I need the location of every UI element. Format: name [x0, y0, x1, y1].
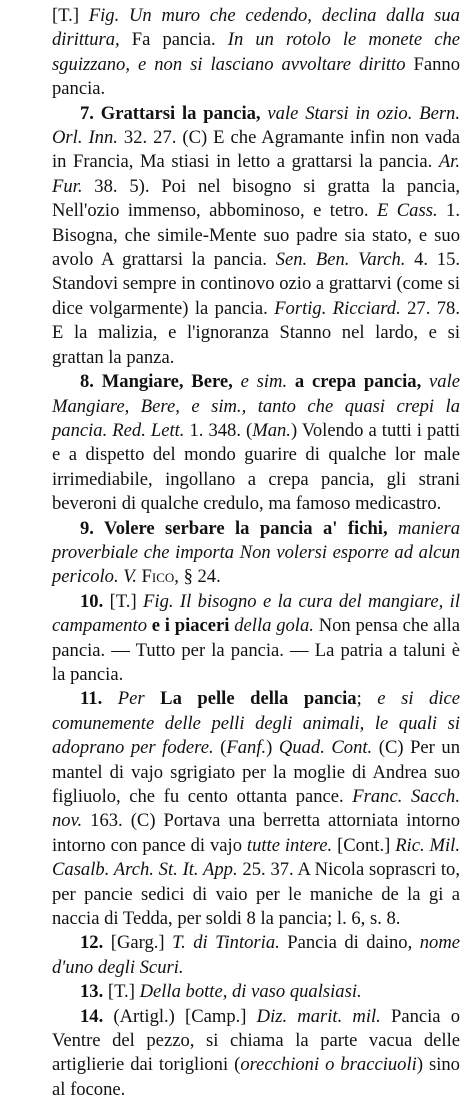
- entry-text-segment: 14.: [80, 1005, 114, 1027]
- entry-text-segment: Fanf.: [226, 737, 267, 759]
- entry-text-segment: Per: [117, 688, 145, 710]
- entry-text-segment: Fa pancia.: [119, 29, 228, 51]
- entry-11: [52, 687, 460, 931]
- entry-text-segment: E Cass.: [376, 200, 438, 222]
- entry-text-segment: della gola.: [229, 615, 314, 637]
- entry-10: [52, 590, 460, 688]
- entry-text-segment: 1. Bisogna, che simile-Mente suo padre sia stato, e suo avolo A grattarsi la pancia.: [52, 200, 461, 271]
- entry-text-segment: vale Mangiare, Bere, e sim., tanto che quasi crepi la pancia. Red. Lett.: [52, 371, 461, 441]
- entry-text-segment: 13.: [80, 981, 108, 1003]
- entry-6-continuation: [52, 4, 460, 102]
- entry-13: [52, 980, 460, 1004]
- entry-text-segment: 163. (C) Portava una berretta attorniata intorno intorno con pance di vajo: [52, 810, 460, 856]
- entry-text-segment: Fanno pancia.: [52, 53, 460, 100]
- entry-text-segment: vale Starsi in ozio. Bern. Orl. Inn.: [52, 102, 460, 149]
- entry-text-segment: a crepa pancia,: [287, 371, 422, 393]
- entry-text-segment: 32. 27. (C) E che Agramante infin non vada in Francia, Ma stiasi in letto a grattarsi la pancia.: [52, 127, 461, 173]
- entry-text-segment: Ric. Mil. Casalb. Arch. St. It. App.: [52, 834, 460, 881]
- entry-text-segment: 7. Grattarsi la pancia,: [80, 102, 261, 124]
- entry-text-segment: 12.: [80, 932, 111, 954]
- entry-text-segment: e si dice comunemente delle pelli degli animali, le quali si adoprano per fodere.: [52, 688, 460, 759]
- entry-text-segment: Ar. Fur.: [52, 151, 460, 197]
- entry-text-segment: Fortig. Ricciard.: [274, 297, 401, 319]
- entry-text-segment: 9. Volere serbare la pancia a' fichi,: [80, 517, 388, 539]
- entry-text-segment: 4. 15. Standovi sempre in continovo ozio a grattarvi (come si dice volgarmente) la pancia.: [52, 249, 461, 319]
- entry-text-segment: [Garg.]: [110, 932, 173, 954]
- entry-text-segment: 10.: [80, 590, 110, 612]
- entry-text-segment: La pelle della pancia: [144, 688, 357, 710]
- entry-text-segment: ): [266, 737, 279, 759]
- entry-text-segment: [T.]: [107, 981, 140, 1003]
- entry-text-segment: Pancia o Ventre del pezzo, si chiama la parte vacua delle artiglierie dai toriglioni (: [52, 1005, 461, 1076]
- entry-text-segment: Fig. Il bisogno e la cura del mangiare, il campamento: [52, 590, 460, 637]
- entry-text-segment: maniera proverbiale che importa Non volersi esporre ad alcun pericolo. V.: [52, 517, 460, 588]
- entry-text-segment: Diz. marit. mil.: [256, 1005, 381, 1027]
- entry-text-segment: Franc. Sacch. nov.: [52, 786, 460, 832]
- entry-text-segment: ) sino al focone.: [52, 1054, 460, 1100]
- entry-9: [52, 517, 460, 590]
- entry-text-segment: 11.: [80, 688, 118, 710]
- entry-text-segment: e sim.: [232, 371, 288, 393]
- entry-text-segment: ;: [356, 688, 378, 710]
- entry-8: [52, 370, 460, 516]
- entry-text-segment: 1. 348. (: [184, 419, 253, 441]
- entry-text-segment: Non pensa che alla pancia. — Tutto per la pancia. — La patria a taluni è la pancia.: [52, 615, 461, 685]
- entry-text-segment: Man.: [252, 419, 291, 441]
- entry-text-segment: [Cont.]: [332, 834, 396, 856]
- entry-text-segment: In un rotolo le monete che sguizzano, e non si lasciano avvoltare diritto: [52, 29, 460, 75]
- entry-text-segment: ) Volendo a tutti i patti e a dispetto del mondo guarire di qualche lor male irrimediabile, ingollano a crepa pancia, gli strani beveroni di qualche credulo, ma famoso medicastro.: [52, 419, 461, 515]
- entry-text-segment: 8. Mangiare, Bere,: [80, 371, 233, 393]
- entry-text-segment: tutte intere.: [246, 834, 333, 856]
- entry-text-segment: 38. 5). Poi nel bisogno si gratta la pancia, Nell'ozio immenso, abbominoso, e tetro.: [52, 175, 460, 222]
- entry-text-segment: orecchioni o bracciuoli: [240, 1054, 417, 1076]
- entry-text-segment: [T.]: [109, 590, 144, 612]
- entry-text-segment: Fico: [136, 566, 175, 588]
- entry-text-segment: [T.]: [52, 5, 89, 26]
- entry-text-segment: Quad. Cont.: [278, 737, 373, 759]
- entry-text-segment: (C) Per un mantel di vajo sgrigiato per la moglie di Andrea suo figliuolo, che fu cento ottanta pance.: [52, 737, 460, 807]
- entry-text-segment: Fig. Un muro che cedendo, declina dalla sua dirittura,: [52, 5, 460, 51]
- entry-text-segment: Della botte, di vaso qualsiasi.: [139, 981, 362, 1003]
- entry-text-segment: T. di Tintoria.: [172, 932, 280, 954]
- entry-text-segment: e i piaceri: [147, 615, 230, 637]
- entry-12: [52, 931, 460, 980]
- entry-text-segment: nome d'uno degli Scuri.: [52, 932, 461, 978]
- entry-7: [52, 102, 460, 370]
- entry-text-segment: Sen. Ben. Varch.: [275, 249, 406, 271]
- entry-text-segment: (: [213, 737, 227, 759]
- entry-text-segment: 25. 37. A Nicola soprascri to, per pancie sedici di vaio per le maniche de la gi a naccia di Tedda, per soldi 8 la pancia; l. 6, s. 8.: [52, 859, 461, 930]
- entry-text-segment: Pancia di daino,: [279, 932, 420, 954]
- entry-text-segment: , § 24.: [174, 566, 221, 588]
- entry-14: [52, 1005, 460, 1102]
- entry-text-segment: 27. 78. E la malizia, e l'ignoranza Stanno nel lardo, e si grattan la panza.: [52, 297, 460, 368]
- entry-text-segment: (Artigl.) [Camp.]: [113, 1005, 257, 1027]
